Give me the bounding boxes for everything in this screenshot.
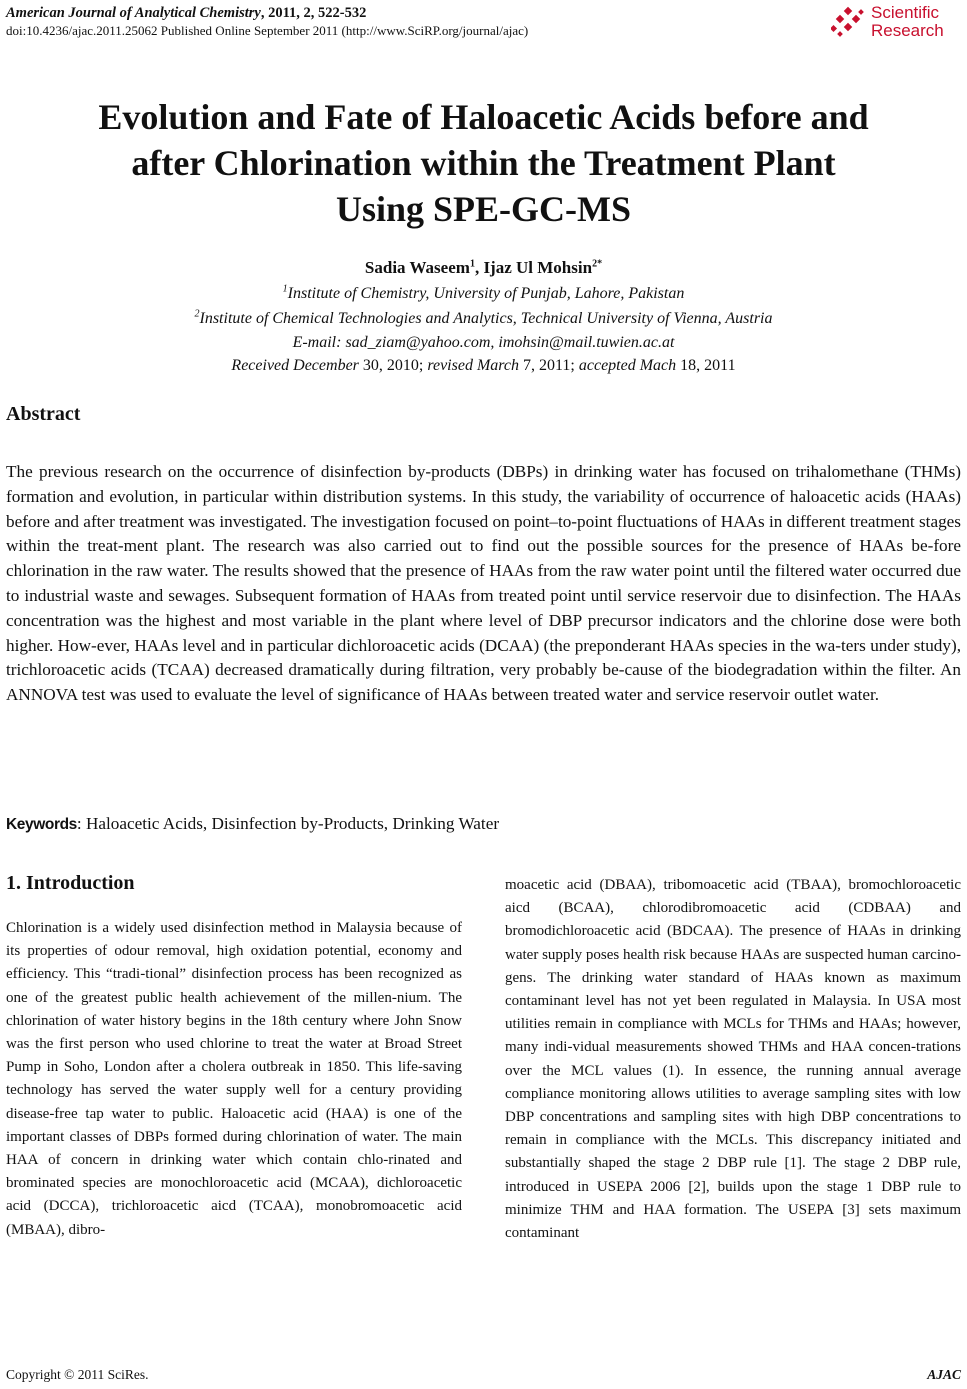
introduction-text-left: Chlorination is a widely used disinfection method in Malaysia because of its properties of odour removal, high oxidation potential, economy and efficiency. This “tradi-tional” disinfection process has been recognized as one of the greatest public health achievement of the millen-nium. The chlorination of water history begins in the 18th century where John Snow was the first person who used chlorine to treat the water at Broad Street Pump in Soho, London after a cholera outbreak in 1850. This life-saving technology has served the water supply well for a century providing disease-free tap water to public. Haloacetic acid (HAA) is one of the important classes of DBPs formed during chlorination of water. The main HAA of concern in drinking water which contain chlo-rinated and brominated species are monochloroacetic acid (MCAA), dichloroacetic acid (DCCA), trichloroacetic aicd (TCAA), monobromoacetic acid (MBAA), dibro- <box>6 920 462 1238</box>
paper-title <box>20 94 947 232</box>
column-right <box>505 874 961 1245</box>
title-line-2: after Chlorination within the Treatment Plant <box>131 143 836 183</box>
keywords-label: Keywords <box>6 816 77 833</box>
journal-citation <box>6 4 961 22</box>
author-2: Ijaz Ul Mohsin <box>483 258 593 277</box>
accepted-label: accepted Mach <box>578 357 677 374</box>
affiliation-2-number: 2 <box>194 308 200 320</box>
author-1: Sadia Waseem <box>364 258 470 277</box>
author-2-affil: 2* <box>592 258 603 270</box>
abstract-heading: Abstract <box>6 403 81 425</box>
author-1-affil: 1 <box>469 258 475 270</box>
email-line <box>0 332 967 354</box>
abstract-text: The previous research on the occurrence of disinfection by-products (DBPs) in drinking water has focused on trihalomethane (THMs) formation and evolution, in particular within distribution systems. In this study, the variability of occurrence of haloacetic acids (HAAs) before and after treatment was investigated. The investigation focused on point–to-point fluctuations of HAAs in different treatment stages within the treat-ment plant. The research was also carried out to find out the possible sources for the presence of HAAs be-fore chlorination in the raw water. The results showed that the presence of HAAs from the raw water point until the filtered water occurred due to industrial waste and sewages. Subsequent formation of HAAs from treated point until service reservoir due to disinfection. The HAAs concentration was the highest and most variable in the plant where level of DBP precursor indicators and the chlorine dose were both higher. How-ever, HAAs level and in particular dichloroacetic acids (DCAA) (the preponderant HAAs species in the wa-ters under study), trichloroacetic acids (TCAA) decreased dramatically during filtration, very probably be-cause of the biodegradation within the filter. An ANNOVA test was used to evaluate the level of significance of HAAs between treated water and service reservoir outlet water. <box>6 462 961 705</box>
revised-date: 7, 2011; <box>519 357 579 374</box>
introduction-text-right: moacetic acid (DBAA), tribomoacetic acid (TBAA), bromochloroacetic aicd (BCAA), chlorodibromoacetic acid (CDBAA) and bromodichloroacetic acid (BDCAA). The presence of HAAs in drinking water supply poses health risk because HAAs are suspected human carcino-gens. The drinking water standard of HAAs known as maximum contaminant level has not yet been regulated in Malaysia. In USA most utilities remain in compliance with MCLs for THMs and HAAs; however, many indi-vidual measurements showed THMs and HAA concen-trations over the MCL values (1). In essence, the running annual average compliance monitoring allows utilities to average sampling sites with low DBP concentrations and sampling sites with high DBP concentrations to remain in compliance with the MCLs. This discrepancy initiated and substantially shaped the stage 2 DBP rule [1]. The stage 2 DBP rule, introduced in USEPA 2006 [2], builds upon the stage 1 DBP rule to minimize THM and HAA formation. The USEPA [3] sets maximum contaminant <box>505 877 961 1242</box>
author-list <box>0 257 967 279</box>
doi-line: doi:10.4236/ajac.2011.25062 Published Online September 2011 (http://www.SciRP.org/journal/ajac) <box>6 23 529 38</box>
logo-line-2: Research <box>871 21 944 40</box>
column-left <box>6 870 462 1242</box>
affiliation-1-text: Institute of Chemistry, University of Punjab, Lahore, Pakistan <box>287 285 685 302</box>
title-line-1: Evolution and Fate of Haloacetic Acids before and <box>98 97 869 137</box>
accepted-date: 18, 2011 <box>676 357 736 374</box>
publisher-logo <box>831 4 961 46</box>
logo-line-1: Scientific <box>871 3 940 22</box>
publisher-logo-text <box>871 4 944 40</box>
email-label: E-mail <box>292 334 337 351</box>
journal-name: American Journal of Analytical Chemistry <box>6 5 261 21</box>
keywords <box>6 812 499 837</box>
author-separator: , <box>474 258 484 277</box>
keywords-text: : Haloacetic Acids, Disinfection by-Products, Drinking Water <box>76 814 500 833</box>
received-label: Received December <box>231 357 359 374</box>
affiliation-1 <box>0 283 967 305</box>
publisher-logo-icon <box>831 6 867 42</box>
email-addresses[interactable]: : sad_ziam@yahoo.com, imohsin@mail.tuwien.ac.at <box>336 334 675 351</box>
revised-label: revised March <box>427 357 520 374</box>
page-footer <box>6 1366 961 1384</box>
page-header <box>6 4 961 50</box>
affiliation-2 <box>0 308 967 330</box>
affiliation-1-number: 1 <box>282 283 288 295</box>
introduction-heading: 1. Introduction <box>6 872 135 894</box>
copyright: Copyright © 2011 SciRes. <box>6 1367 149 1382</box>
affiliation-2-text: Institute of Chemical Technologies and Analytics, Technical University of Vienna, Austria <box>199 310 773 327</box>
journal-issue: , 2011, 2, 522-532 <box>260 5 367 21</box>
title-line-3: Using SPE-GC-MS <box>335 189 632 229</box>
received-date: 30, 2010; <box>358 357 428 374</box>
dates-line <box>0 355 967 377</box>
journal-abbreviation: AJAC <box>927 1367 961 1382</box>
